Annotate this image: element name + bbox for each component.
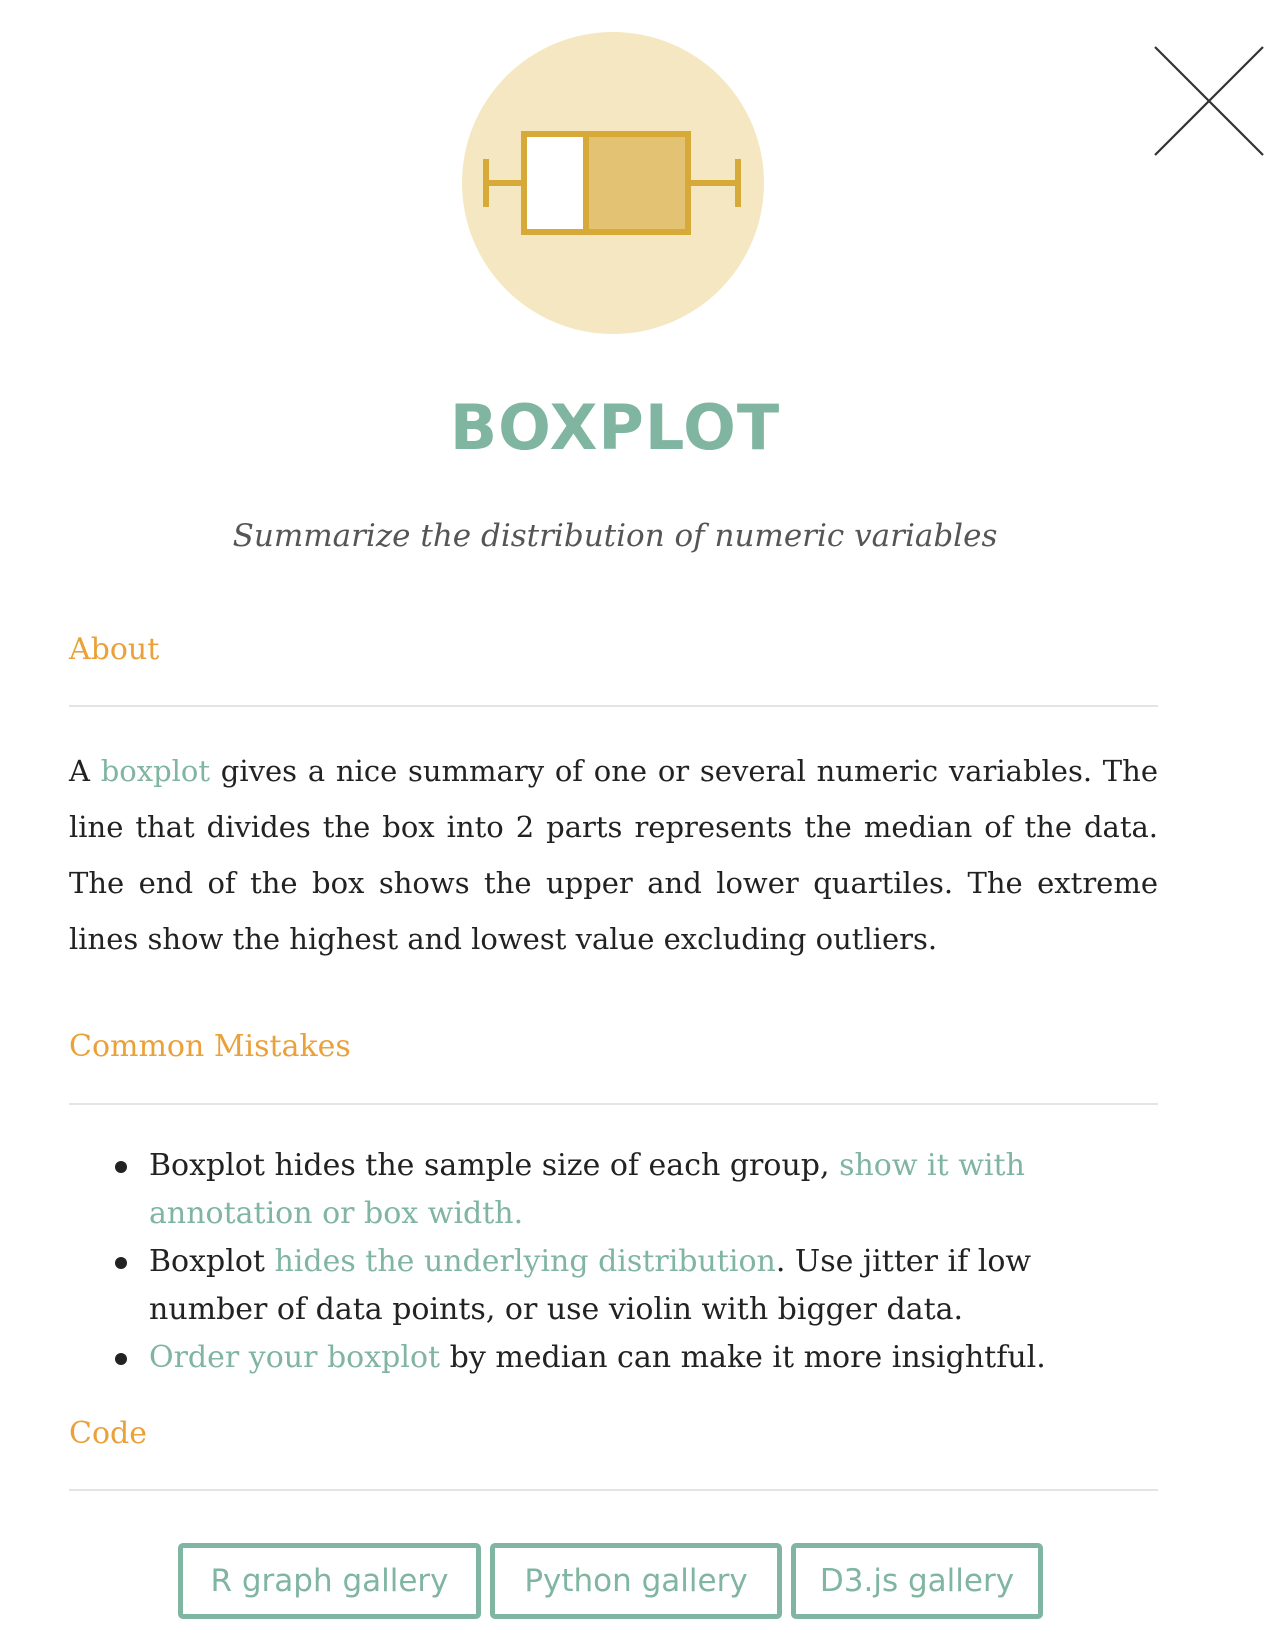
list-item-text: Boxplot (149, 1244, 275, 1279)
bullet-icon (115, 1161, 127, 1173)
list-item-rest: by median can make it more insightful. (440, 1340, 1046, 1375)
page-title: BOXPLOT (449, 391, 781, 464)
list-item (149, 1238, 1158, 1334)
about-prefix: A (69, 754, 101, 788)
python-gallery-button[interactable]: Python gallery (490, 1543, 782, 1619)
list-item-rest: . Use jitter if low number of data points, or use violin with bigger data. (149, 1244, 1032, 1327)
boxplot-icon-circle (462, 32, 764, 334)
boxplot-link[interactable]: boxplot (100, 754, 211, 788)
list-item (149, 1142, 1158, 1238)
about-divider (69, 705, 1158, 707)
r-graph-gallery-button[interactable]: R graph gallery (178, 1543, 481, 1619)
underlying-distribution-link[interactable]: hides the underlying distribution (274, 1244, 776, 1279)
close-button[interactable] (1153, 45, 1265, 157)
about-paragraph (69, 743, 1158, 967)
annotation-link[interactable]: show it with annotation or box width. (149, 1148, 1025, 1231)
bullet-icon (115, 1353, 127, 1365)
close-icon (1153, 45, 1265, 157)
page-subtitle: Summarize the distribution of numeric variables (232, 518, 998, 554)
about-rest: gives a nice summary of one or several numeric variables. The line that divides the box into 2 parts represents the median of the data. The end of the box shows the upper and lower quartiles. The extreme lines show the highest and lowest value excluding outliers. (69, 754, 1158, 956)
list-item (149, 1334, 1158, 1382)
code-heading: Code (69, 1416, 147, 1451)
d3js-gallery-button[interactable]: D3.js gallery (791, 1543, 1043, 1619)
bullet-icon (115, 1257, 127, 1269)
list-item-text: Boxplot hides the sample size of each group, (149, 1148, 840, 1183)
common-mistakes-heading: Common Mistakes (69, 1029, 351, 1064)
about-heading: About (69, 632, 160, 667)
code-divider (69, 1489, 1158, 1491)
boxplot-icon (462, 32, 764, 334)
order-boxplot-link[interactable]: Order your boxplot (149, 1340, 441, 1375)
common-mistakes-divider (69, 1103, 1158, 1105)
common-mistakes-list (69, 1142, 1158, 1382)
